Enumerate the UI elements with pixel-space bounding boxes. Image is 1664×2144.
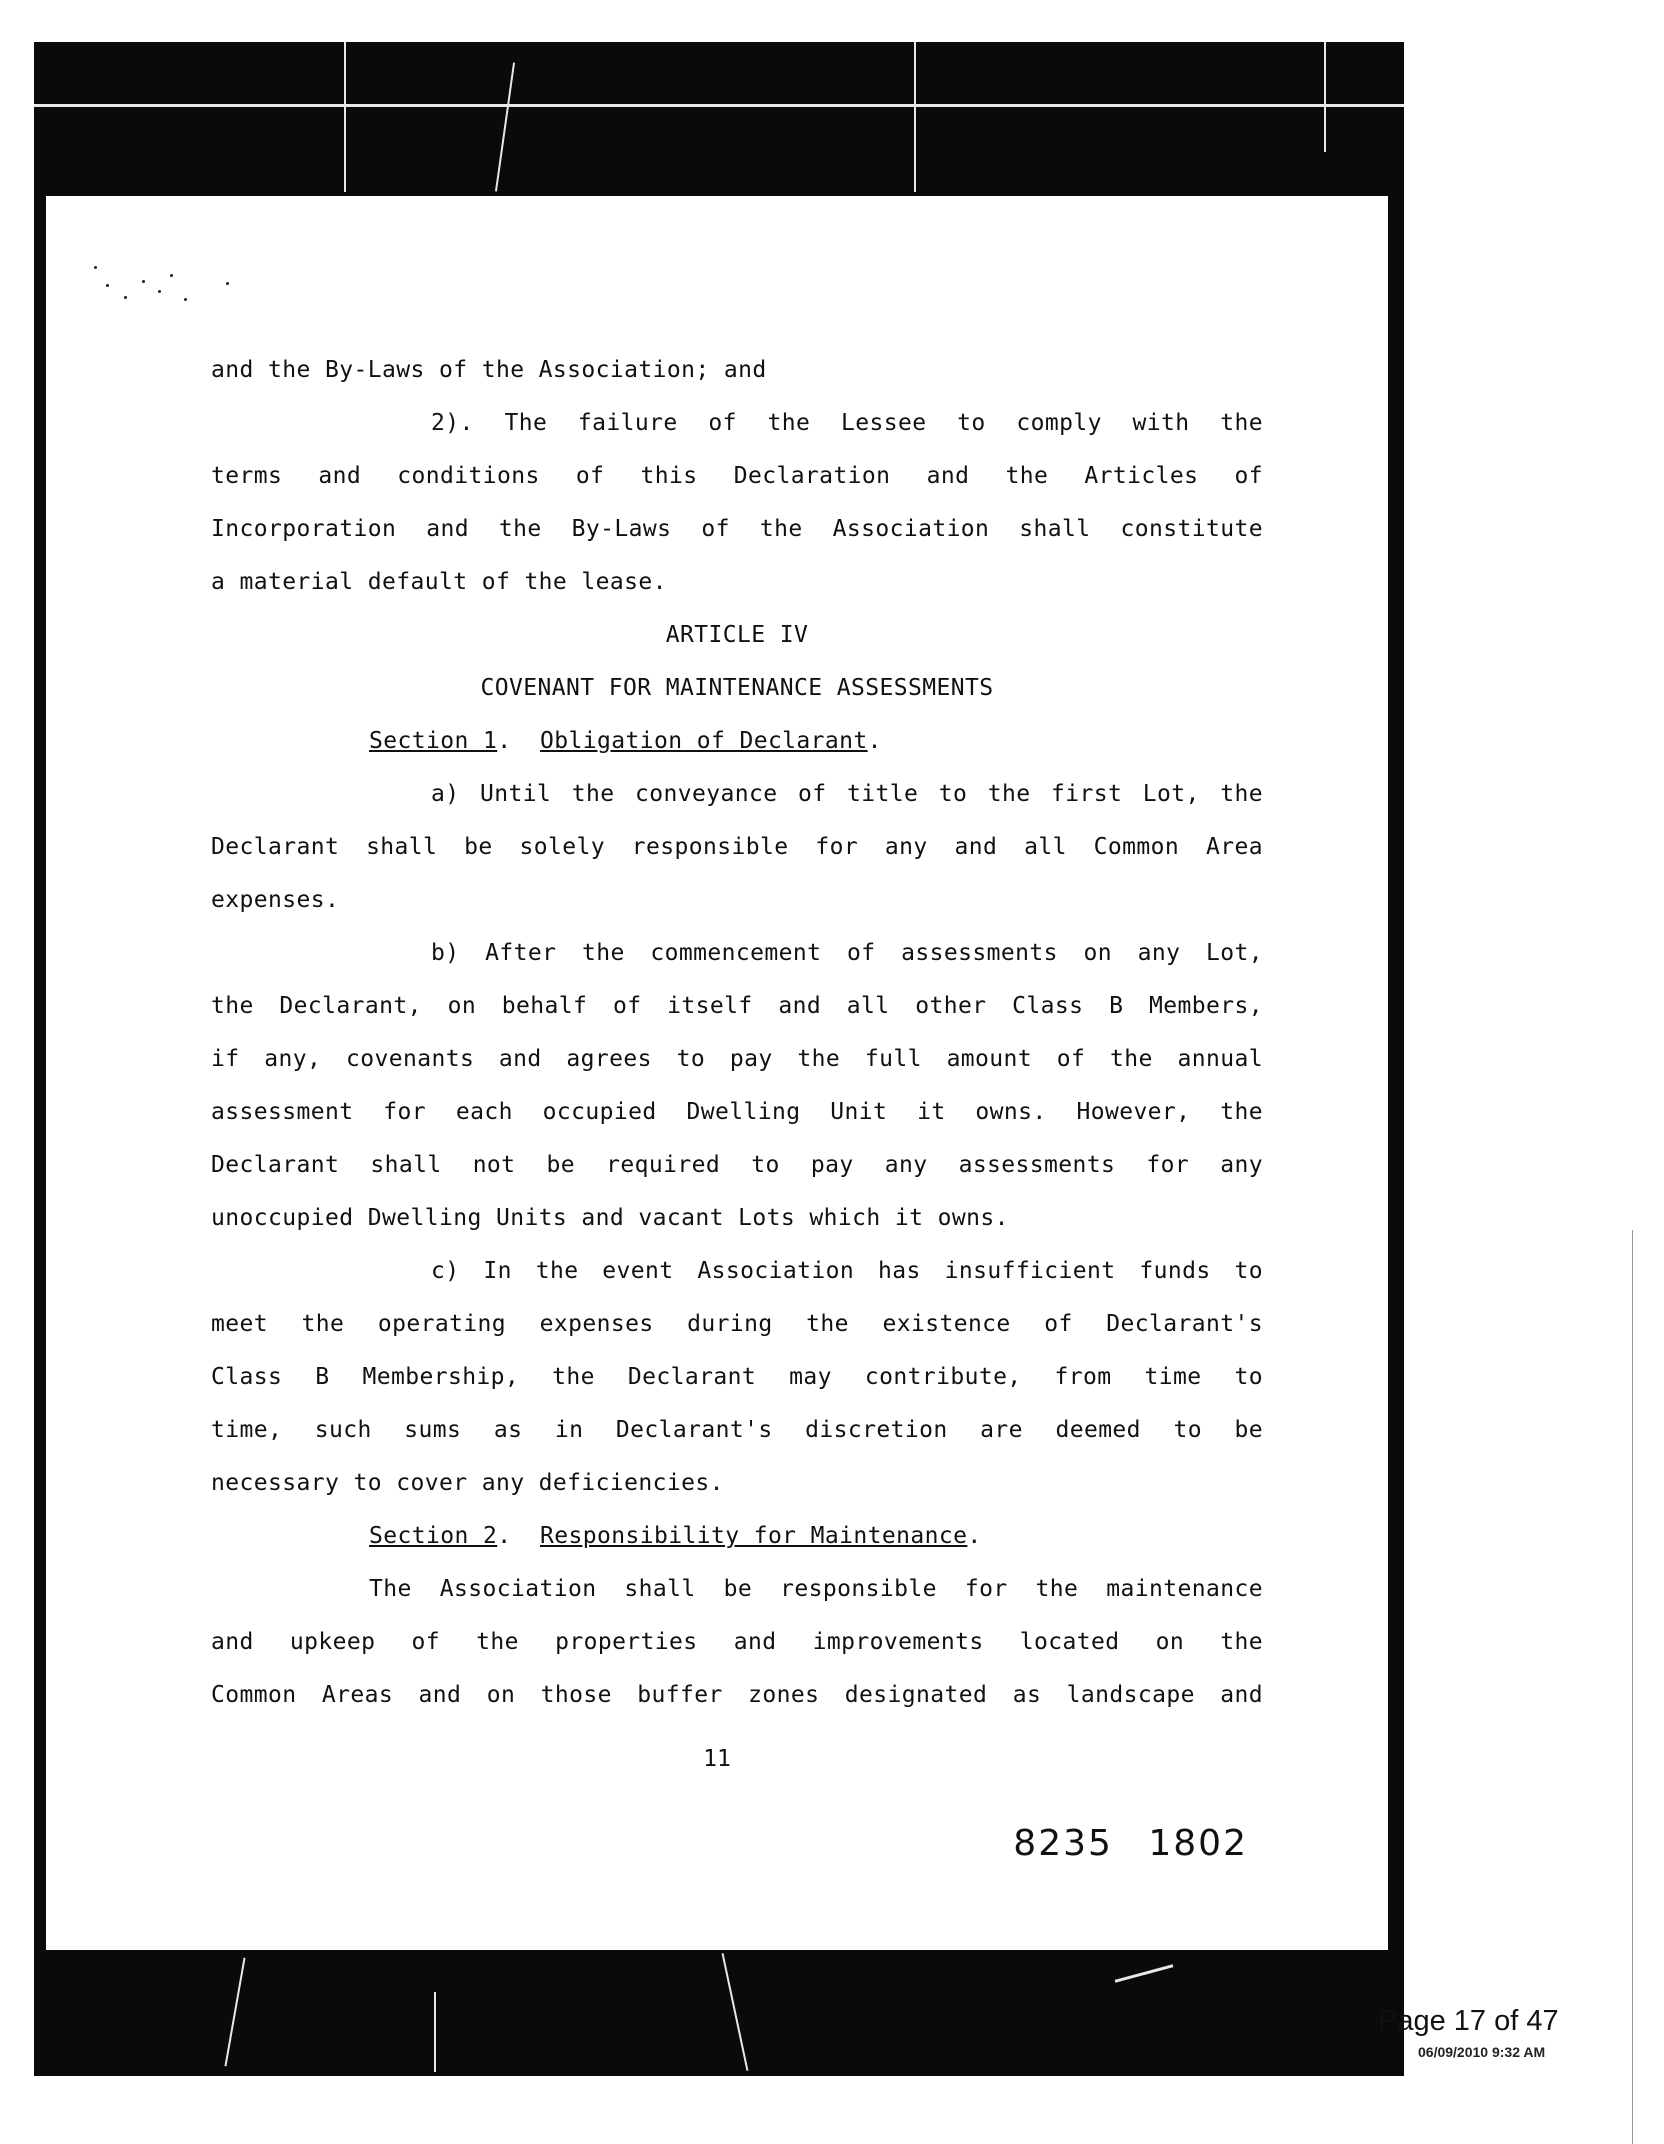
document-page [46, 196, 1388, 1950]
body-line: a material default of the lease. [211, 569, 667, 595]
article-heading: ARTICLE IV [665, 622, 809, 648]
section-2-heading: Section 2. Responsibility for Maintenance. [369, 1523, 982, 1549]
edge-line [1632, 1230, 1633, 2144]
body-line: a) Until the conveyance of title to the first Lot, the [431, 781, 1263, 807]
scan-speckle [124, 296, 127, 299]
scan-streak [1324, 42, 1326, 152]
body-line: Declarant shall be solely responsible for any and all Common Area [211, 834, 1263, 860]
section-1-heading: Section 1. Obligation of Declarant. [369, 728, 882, 754]
body-line: assessment for each occupied Dwelling Unit it owns. However, the [211, 1099, 1263, 1125]
section-2-number: Section 2 [369, 1523, 498, 1549]
body-line: terms and conditions of this Declaration and the Articles of [211, 463, 1263, 489]
document-body [211, 344, 1263, 1722]
body-line: unoccupied Dwelling Units and vacant Lots which it owns. [211, 1205, 1009, 1231]
recording-stamp [1013, 1823, 1248, 1864]
section-1-number: Section 1 [369, 728, 498, 754]
page-number: 11 [703, 1746, 731, 1772]
body-line: necessary to cover any deficiencies. [211, 1470, 724, 1496]
scan-speckle [158, 290, 161, 293]
scan-streak [722, 1953, 749, 2071]
book-number: 8235 [1013, 1823, 1113, 1864]
page-counter: Page 17 of 47 [1378, 2005, 1559, 2037]
body-line: if any, covenants and agrees to pay the full amount of the annual [211, 1046, 1263, 1072]
article-title: COVENANT FOR MAINTENANCE ASSESSMENTS [480, 675, 994, 701]
body-line: the Declarant, on behalf of itself and all other Class B Members, [211, 993, 1263, 1019]
scan-speckle [170, 274, 173, 277]
scan-streak [495, 62, 515, 191]
section-2-title: Responsibility for Maintenance [539, 1523, 968, 1549]
body-line: The Association shall be responsible for the maintenance [369, 1576, 1263, 1602]
body-line: Class B Membership, the Declarant may contribute, from time to [211, 1364, 1263, 1390]
body-line: and the By-Laws of the Association; and [211, 357, 767, 383]
body-line: Common Areas and on those buffer zones designated as landscape and [211, 1682, 1263, 1708]
body-line: b) After the commencement of assessments on any Lot, [431, 940, 1263, 966]
scan-speckle [94, 266, 97, 269]
body-line: meet the operating expenses during the existence of Declarant's [211, 1311, 1263, 1337]
body-line: expenses. [211, 887, 340, 913]
scan-speckle [106, 284, 109, 287]
print-timestamp: 06/09/2010 9:32 AM [1418, 2044, 1546, 2060]
scan-speckle [184, 298, 187, 301]
section-1-title: Obligation of Declarant [539, 728, 868, 754]
body-line: Declarant shall not be required to pay any assessments for any [211, 1152, 1263, 1178]
scan-streak [434, 1992, 436, 2072]
body-line: time, such sums as in Declarant's discretion are deemed to be [211, 1417, 1263, 1443]
scan-speckle [226, 282, 229, 285]
scan-streak [344, 42, 346, 192]
scan-streak [1115, 1964, 1174, 1982]
scan-streak [224, 1958, 245, 2067]
body-line: 2). The failure of the Lessee to comply with the [431, 410, 1263, 436]
body-line: and upkeep of the properties and improvements located on the [211, 1629, 1263, 1655]
scan-streak [34, 104, 1404, 107]
page-reference: 1802 [1148, 1823, 1248, 1864]
body-line: Incorporation and the By-Laws of the Association shall constitute [211, 516, 1263, 542]
scan-streak [914, 42, 916, 192]
scan-speckle [142, 280, 145, 283]
body-line: c) In the event Association has insufficient funds to [431, 1258, 1263, 1284]
